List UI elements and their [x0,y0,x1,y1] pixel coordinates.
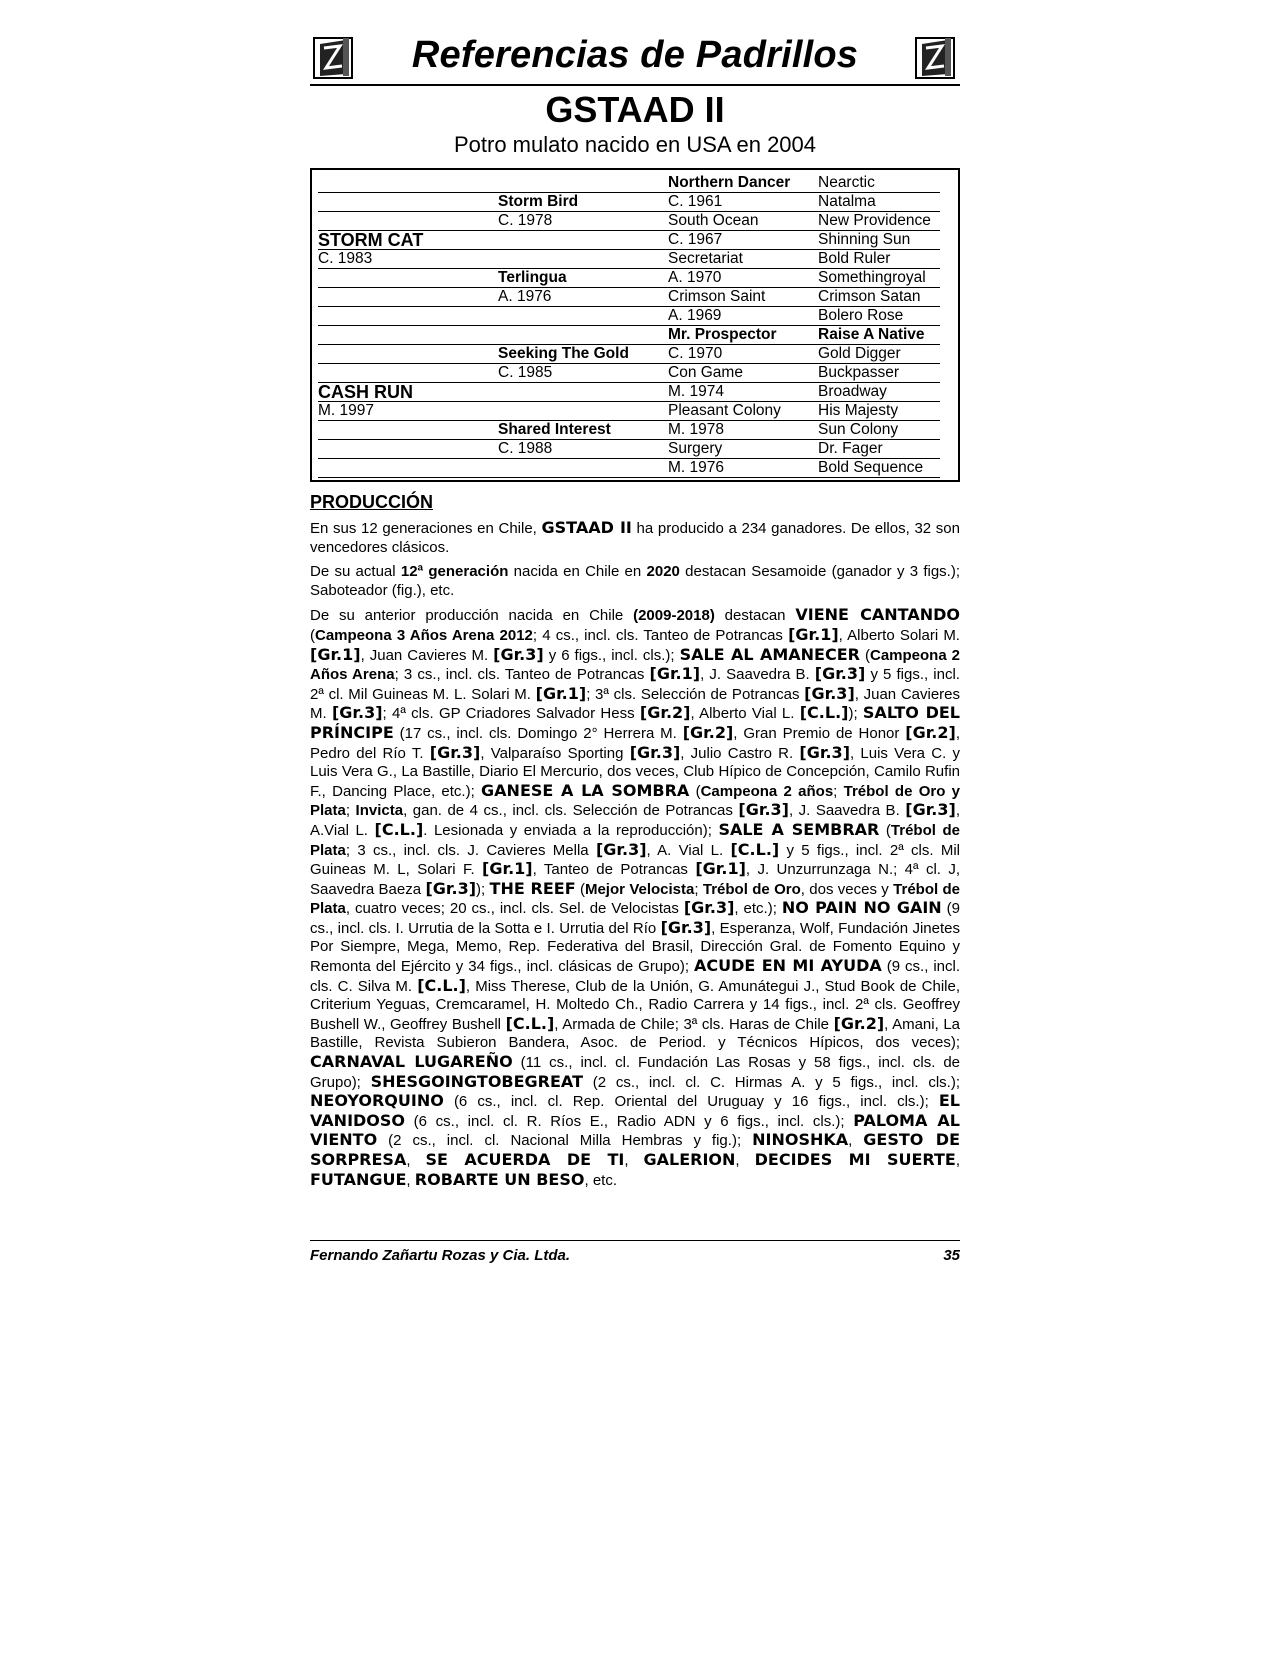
pedigree-cell [318,459,498,478]
horse-name-or-grade: [Gr.3] [425,878,477,898]
generation-text: destacan Sesamoide (ganador y 3 figs.); Saboteador (fig.), etc. [310,563,960,599]
previous-production [310,606,960,1190]
pedigree-row [318,459,952,478]
pedigree-cell: Crimson Saint [668,288,818,307]
pedigree-cell: Bold Sequence [818,459,940,478]
horse-name-or-grade: [Gr.2] [833,1013,885,1033]
paragraph-text: De su anterior producción nacida en Chile [310,607,634,625]
horse-name-or-grade: SALE AL AMANECER [679,644,860,664]
paragraph-text: , gan. de 4 cs., incl. cls. Selección de Potrancas [403,802,739,820]
pedigree-row [318,326,952,345]
horse-name-or-grade: SALTO DEL PRÍNCIPE [310,703,960,742]
pedigree-cell: His Majesty [818,402,940,421]
horse-name-or-grade: [Gr.3] [629,742,681,762]
bold-text: (2009-2018) [633,607,715,625]
paragraph-text: , [848,1132,864,1150]
pedigree-cell: C. 1983 [318,250,498,269]
paragraph-text: , Julio Castro R. [680,744,800,762]
horse-name-or-grade: EL VANIDOSO [310,1091,960,1130]
paragraph-text: , Miss Therese, Club de la Unión, G. Amunátegui J., Stud Book de Chile, Criterium Yeguas, Cremcaramel, H. Moltedo Ch., Radio Carrera y 14 figs., incl. 2ª cls. Geoffrey Bushell W., Geoffrey Bushell [310,977,960,1033]
paragraph-text: , etc. [584,1171,617,1189]
paragraph-text: (11 cs., incl. cl. Fundación Las Rosas y 58 figs., incl. cls. de Grupo); [310,1054,960,1091]
bold-text: Trébol de Plata [310,880,961,918]
pedigree-cell: Pleasant Colony [668,402,818,421]
paragraph-text: , Alberto Vial L. [690,705,800,723]
horse-name-or-grade: [Gr.3] [814,664,866,684]
pedigree-row [318,383,952,402]
pedigree-cell [318,345,498,364]
footer-company: Fernando Zañartu Rozas y Cia. Ltda. [310,1247,571,1264]
horse-name: GSTAAD II [545,89,725,130]
page-number: 35 [943,1247,960,1264]
summary-horse-name: GSTAAD II [541,518,632,537]
pedigree-row [318,231,952,250]
pedigree-cell: M. 1978 [668,421,818,440]
horse-name-or-grade: [Gr.1] [788,624,839,644]
pedigree-cell [318,421,498,440]
pedigree-cell: Raise A Native [818,326,940,345]
pedigree-cell: Bolero Rose [818,307,940,326]
horse-name-or-grade: [Gr.3] [799,742,850,762]
pedigree-cell: Shinning Sun [818,231,940,250]
pedigree-cell: Surgery [668,440,818,459]
paragraph-text: ; 3ª cls. Selección de Potrancas [586,685,805,703]
pedigree-cell [318,364,498,383]
horse-name-or-grade: DECIDES MI SUERTE [754,1150,956,1169]
paragraph-text: , J. Unzurrunzaga N.; 4ª cl. J, Saavedra Baeza [310,861,961,898]
paragraph-text: ( [310,626,315,644]
pedigree-cell: Nearctic [818,174,940,193]
bold-text: Campeona 3 Años Arena 2012 [315,626,533,644]
pedigree-cell: C. 1988 [498,440,668,459]
pedigree-cell: Storm Bird [498,193,668,212]
pedigree-row [318,421,952,440]
pedigree-row [318,212,952,231]
pedigree-cell: C. 1967 [668,231,818,250]
pedigree-row [318,269,952,288]
horse-name-or-grade: PALOMA AL VIENTO [310,1110,960,1150]
paragraph-text: , J. Saavedra B. [788,802,906,820]
horse-name-or-grade: SALE A SEMBRAR [718,819,880,839]
pedigree-cell [318,174,498,193]
pedigree-cell: A. 1969 [668,307,818,326]
horse-name-or-grade: [Gr.3] [905,800,956,820]
paragraph-text: (9 cs., incl. cls. C. Silva M. [310,958,961,995]
pedigree-cell [498,459,668,478]
paragraph-text: , A.Vial L. [310,802,960,839]
pedigree-cell [318,212,498,231]
bold-text: Mejor Velocista [584,880,695,898]
pedigree-row [318,174,952,193]
horse-name-or-grade: [Gr.1] [535,683,587,703]
horse-name-or-grade: GESTO DE SORPRESA [310,1130,960,1169]
pedigree-cell: M. 1997 [318,402,498,421]
pedigree-cell [498,231,668,250]
paragraph-text: ( [879,821,891,839]
pedigree-cell [498,174,668,193]
bold-text: Invicta [355,802,404,820]
horse-name-or-grade: [C.L.] [799,703,849,723]
pedigree-row [318,250,952,269]
pedigree-cell [498,383,668,402]
horse-name-or-grade: [Gr.3] [804,683,855,703]
paragraph-text: , A. Vial L. [646,841,731,859]
horse-name-or-grade: NO PAIN NO GAIN [781,898,942,918]
horse-name-or-grade: ROBARTE UN BESO [414,1169,585,1189]
brand-logo-icon [914,34,958,80]
paragraph-text: ( [575,880,585,898]
pedigree-cell: C. 1978 [498,212,668,231]
paragraph-text: , Gran Premio de Honor [733,724,906,742]
paragraph-text: ( [859,646,870,664]
bold-text: Trébol de Plata [310,821,960,859]
pedigree-cell [498,326,668,345]
pedigree-cell [318,307,498,326]
horse-name-or-grade: [Gr.3] [595,839,647,859]
paragraph-text: (2 cs., incl. cl. C. Hirmas A. y 5 figs., incl. cls.); [582,1073,960,1091]
paragraph-text: (9 cs., incl. cls. I. Urrutia de la Sotta e I. Urrutia del Río [310,900,960,937]
paragraph-text: , Luis Vera C. y Luis Vera G., La Bastille, Diario El Mercurio, dos veces, Club Hípico de Concepción, Camilo Rufin F., Dancing Place, etc.); [310,744,960,800]
horse-name-or-grade: [Gr.1] [482,859,533,879]
paragraph-text: , cuatro veces; 20 cs., incl. cls. Sel. de Velocistas [345,900,684,918]
pedigree-cell: Crimson Satan [818,288,940,307]
paragraph-text: , Armada de Chile; 3ª cls. Haras de Chile [554,1015,834,1033]
horse-name-or-grade: VIENE CANTANDO [795,605,961,625]
paragraph-text: ( [689,782,701,800]
pedigree-cell: Broadway [818,383,940,402]
generation-year: 2020 [646,563,680,581]
horse-name-or-grade: [Gr.1] [649,664,701,684]
pedigree-table [310,168,960,482]
horse-name-or-grade: [Gr.2] [682,722,734,742]
paragraph-text: ; [694,880,703,898]
paragraph-text: ; [833,782,844,800]
page-footer [310,1240,960,1264]
pedigree-cell: CASH RUN [318,383,498,402]
pedigree-row [318,402,952,421]
generation-number: 12ª generación [400,563,509,581]
horse-name-or-grade: [Gr.3] [660,917,712,937]
pedigree-cell [318,326,498,345]
pedigree-cell: Dr. Fager [818,440,940,459]
pedigree-cell [498,307,668,326]
paragraph-text: , [955,1152,961,1169]
horse-name-or-grade: NINOSHKA [752,1130,849,1150]
pedigree-cell: Con Game [668,364,818,383]
pedigree-cell [318,193,498,212]
pedigree-cell: C. 1970 [668,345,818,364]
pedigree-cell [498,250,668,269]
pedigree-cell: M. 1976 [668,459,818,478]
document-page [310,30,960,1190]
horse-name-or-grade: [C.L.] [730,839,780,859]
paragraph-text: , dos veces y [800,880,894,898]
pedigree-cell: Natalma [818,193,940,212]
pedigree-row [318,364,952,383]
pedigree-cell: C. 1985 [498,364,668,383]
horse-name-or-grade: [C.L.] [417,975,466,995]
paragraph-text: , [406,1152,426,1169]
production-title: PRODUCCIÓN [310,492,434,512]
horse-name-or-grade: [Gr.3] [493,644,544,664]
page-header [310,30,960,86]
paragraph-text: , Alberto Solari M. [838,626,960,644]
pedigree-cell: Buckpasser [818,364,940,383]
bold-text: Trébol de Oro y Plata [310,782,960,820]
pedigree-cell: Terlingua [498,269,668,288]
paragraph-text: (6 cs., incl. cl. Rep. Oriental del Uruguay y 16 figs., incl. cls.); [443,1093,939,1111]
horse-name-or-grade: FUTANGUE [310,1169,407,1189]
paragraph-text: y 5 figs., incl. 2ª cl. Mil Guineas M. L. Solari M. [310,666,960,703]
pedigree-cell [318,440,498,459]
pedigree-cell: Northern Dancer [668,174,818,193]
pedigree-cell: STORM CAT [318,231,498,250]
paragraph-text: . Lesionada y enviada a la reproducción); [423,821,719,839]
pedigree-cell: M. 1974 [668,383,818,402]
horse-name-or-grade: [Gr.2] [639,703,691,723]
pedigree-cell: South Ocean [668,212,818,231]
horse-name-or-grade: [Gr.3] [683,898,735,918]
horse-name-or-grade: ACUDE EN MI AYUDA [694,956,882,976]
paragraph-text: , [624,1152,644,1169]
horse-name-or-grade: CARNAVAL LUGAREÑO [310,1052,513,1072]
generation-text: De su actual [310,563,401,581]
bold-text: Campeona 2 Años Arena [310,646,961,684]
pedigree-cell: Shared Interest [498,421,668,440]
paragraph-text: (17 cs., incl. cls. Domingo 2° Herrera M. [393,724,683,742]
pedigree-cell: Mr. Prospector [668,326,818,345]
pedigree-cell: Gold Digger [818,345,940,364]
pedigree-cell: Somethingroyal [818,269,940,288]
bold-text: Campeona 2 años [700,782,834,800]
paragraph-text: y 5 figs., incl. 2ª cls. Mil Guineas M. L, Solari F. [310,841,961,879]
summary-text: ha producido a 234 ganadores. De ellos, 32 son vencedores clásicos. [310,520,960,556]
paragraph-text: ); [848,705,863,723]
horse-name-or-grade: [Gr.2] [905,722,956,742]
horse-name-or-grade: THE REEF [489,878,576,898]
horse-name-or-grade: [Gr.1] [310,644,361,664]
pedigree-cell [318,269,498,288]
pedigree-cell [498,402,668,421]
pedigree-row [318,440,952,459]
paragraph-text: ; 3 cs., incl. cls. Tanteo de Potrancas [394,666,650,684]
horse-name-or-grade: SE ACUERDA DE TI [425,1150,625,1169]
horse-name-or-grade: [Gr.3] [738,800,789,820]
horse-name-or-grade: SHESGOINGTOBEGREAT [370,1071,583,1091]
horse-name-or-grade: [Gr.3] [429,742,481,762]
horse-name-or-grade: [Gr.1] [695,859,746,879]
paragraph-text: ; [345,802,356,820]
paragraph-text: , Juan Cavieres M. [310,685,961,723]
generation-text: nacida en Chile en [508,563,647,581]
paragraph-text: , Amani, La Bastille, Revista Subieron Bandera, Asoc. de Period. y Técnicos Hípicos, dos veces); [310,1015,960,1052]
paragraph-text: (2 cs., incl. cl. Nacional Milla Hembras y fig.); [377,1132,753,1150]
bold-text: Trébol de Oro [702,880,801,898]
paragraph-text: , J. Saavedra B. [700,666,815,684]
pedigree-cell: New Providence [818,212,940,231]
horse-description: Potro mulato nacido en USA en 2004 [453,132,817,157]
paragraph-text: ); [476,880,490,898]
paragraph-text: destacan [714,607,796,625]
pedigree-cell: A. 1970 [668,269,818,288]
paragraph-text: , Juan Cavieres M. [360,646,494,664]
pedigree-cell [318,288,498,307]
summary-text: En sus 12 generaciones en Chile, [310,520,542,537]
pedigree-row [318,307,952,326]
pedigree-cell: A. 1976 [498,288,668,307]
paragraph-text: , [735,1152,755,1169]
pedigree-cell: Secretariat [668,250,818,269]
paragraph-text: , Esperanza, Wolf, Fundación Jinetes Por Siempre, Mega, Memo, Rep. Federativa del Brasil, Dirección Gral. de Fomento Equino y Remonta del Ejército y 34 figs., incl. clásicas de Grupo); [310,919,960,976]
pedigree-cell: C. 1961 [668,193,818,212]
horse-name-or-grade: [C.L.] [374,819,424,839]
paragraph-text: ; 4ª cls. GP Criadores Salvador Hess [382,705,640,723]
paragraph-text: y 6 figs., incl. cls.); [543,646,680,664]
pedigree-cell: Seeking The Gold [498,345,668,364]
paragraph-text: (6 cs., incl. cl. R. Ríos E., Radio ADN y 6 figs., incl. cls.); [405,1112,854,1130]
production-summary [310,519,960,557]
pedigree-row [318,288,952,307]
pedigree-row [318,345,952,364]
horse-name-or-grade: [Gr.3] [331,703,383,723]
horse-name-or-grade: GANESE A LA SOMBRA [481,780,690,800]
paragraph-text: , etc.); [734,900,782,918]
paragraph-text: ; 4 cs., incl. cls. Tanteo de Potrancas [532,626,789,644]
horse-name-or-grade: [C.L.] [505,1013,555,1033]
pedigree-row [318,193,952,212]
paragraph-text: , Pedro del Río T. [310,724,960,762]
paragraph-text: , [406,1171,415,1189]
pedigree-cell: Bold Ruler [818,250,940,269]
horse-name-or-grade: NEOYORQUINO [310,1091,444,1111]
paragraph-text: , Valparaíso Sporting [480,744,630,762]
pedigree-cell: Sun Colony [818,421,940,440]
paragraph-text: , Tanteo de Potrancas [532,861,696,879]
paragraph-text: ; 3 cs., incl. cls. J. Cavieres Mella [345,841,596,859]
header-title: Referencias de Padrillos [411,34,859,76]
horse-name-or-grade: GALERION [643,1150,736,1169]
current-generation [310,563,960,600]
